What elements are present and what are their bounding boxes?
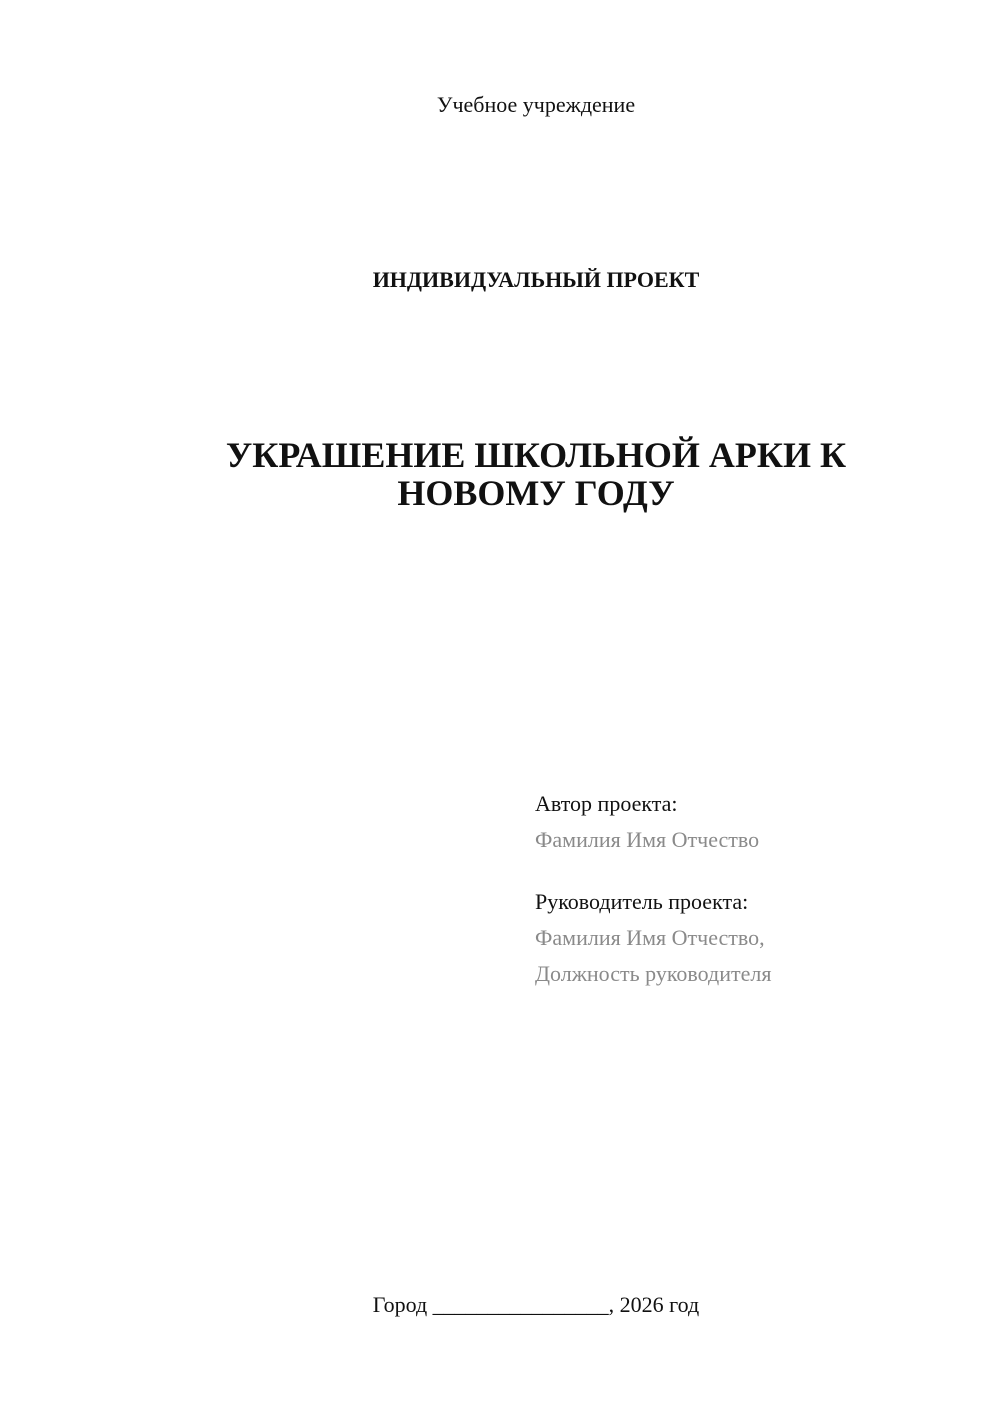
project-type-heading: ИНДИВИДУАЛЬНЫЙ ПРОЕКТ — [372, 267, 700, 292]
project-title-line-2: НОВОМУ ГОДУ — [397, 473, 675, 513]
supervisor-position: Должность руководителя — [535, 961, 772, 986]
credits-block — [535, 786, 975, 992]
project-title-line-1: УКРАШЕНИЕ ШКОЛЬНОЙ АРКИ К — [225, 435, 847, 475]
credits-spacer — [535, 858, 975, 884]
project-title — [180, 436, 892, 512]
city-year-footer: Город ________________, 2026 год — [372, 1292, 700, 1317]
supervisor-name: Фамилия Имя Отчество, — [535, 925, 765, 950]
institution-name: Учебное учреждение — [436, 92, 636, 117]
author-name: Фамилия Имя Отчество — [535, 827, 760, 852]
author-label: Автор проекта: — [535, 791, 678, 816]
supervisor-label: Руководитель проекта: — [535, 889, 749, 914]
